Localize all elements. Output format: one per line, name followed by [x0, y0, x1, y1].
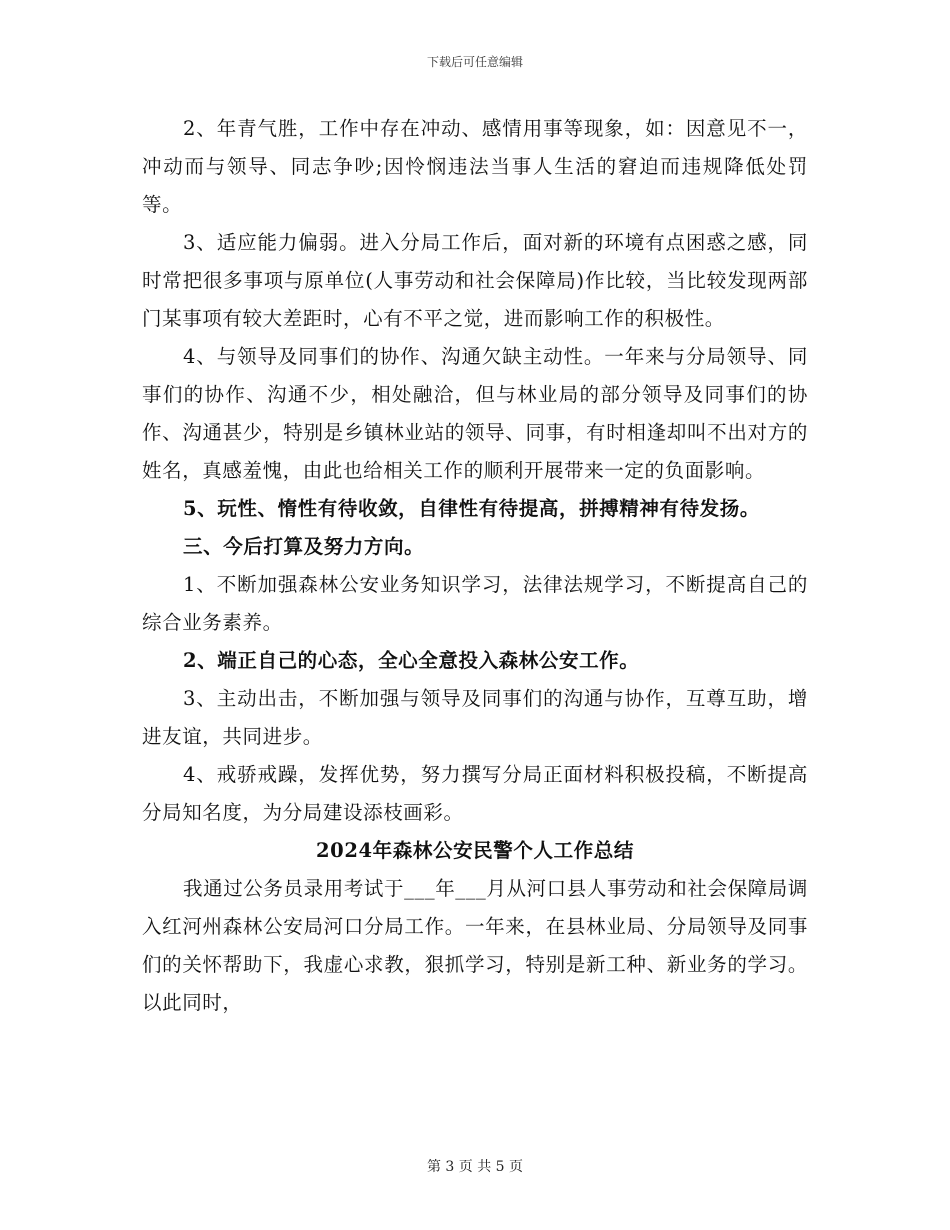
paragraph-item-5: 5、玩性、惰性有待收敛，自律性有待提高，拼搏精神有待发扬。 [183, 497, 760, 520]
header-note: 下载后可任意编辑 [426, 55, 523, 69]
document-body [142, 110, 808, 1022]
section-heading-future-plans: 三、今后打算及努力方向。 [183, 535, 425, 558]
page-number: 第 3 页 共 5 页 [426, 1159, 524, 1175]
plan-item-3: 3、主动出击，不断加强与领导及同事们的沟通与协作，互尊互助，增进友谊，共同进步。 [142, 687, 808, 748]
paragraph-item-3: 3、适应能力偏弱。进入分局工作后，面对新的环境有点困惑之感，同时常把很多事项与原单位(人事劳动和社会保障局)作比较，当比较发现两部门某事项有较大差距时，心有不平之觉，进而影响工作的积极性。 [142, 231, 808, 330]
plan-item-4: 4、戒骄戒躁，发挥优势，努力撰写分局正面材料积极投稿，不断提高分局知名度，为分局建设添枝画彩。 [142, 763, 808, 824]
paragraph-item-2: 2、年青气胜，工作中存在冲动、感情用事等现象，如：因意见不一，冲动而与领导、同志争吵;因怜悯违法当事人生活的窘迫而违规降低处罚等。 [142, 117, 808, 216]
intro-paragraph: 我通过公务员录用考试于___年___月从河口县人事劳动和社会保障局调入红河州森林公安局河口分局工作。一年来，在县林业局、分局领导及同事们的关怀帮助下，我虚心求教，狠抓学习，特别是新工种、新业务的学习。以此同时， [142, 877, 808, 1014]
paragraph-item-4: 4、与领导及同事们的协作、沟通欠缺主动性。一年来与分局领导、同事们的协作、沟通不少，相处融洽，但与林业局的部分领导及同事们的协作、沟通甚少，特别是乡镇林业站的领导、同事，有时相逢却叫不出对方的姓名，真感羞愧，由此也给相关工作的顺利开展带来一定的负面影响。 [142, 345, 808, 482]
plan-item-1: 1、不断加强森林公安业务知识学习，法律法规学习，不断提高自己的综合业务素养。 [142, 573, 808, 634]
document-title: 2024年森林公安民警个人工作总结 [316, 839, 634, 862]
plan-item-2: 2、端正自己的心态，全心全意投入森林公安工作。 [183, 649, 640, 672]
